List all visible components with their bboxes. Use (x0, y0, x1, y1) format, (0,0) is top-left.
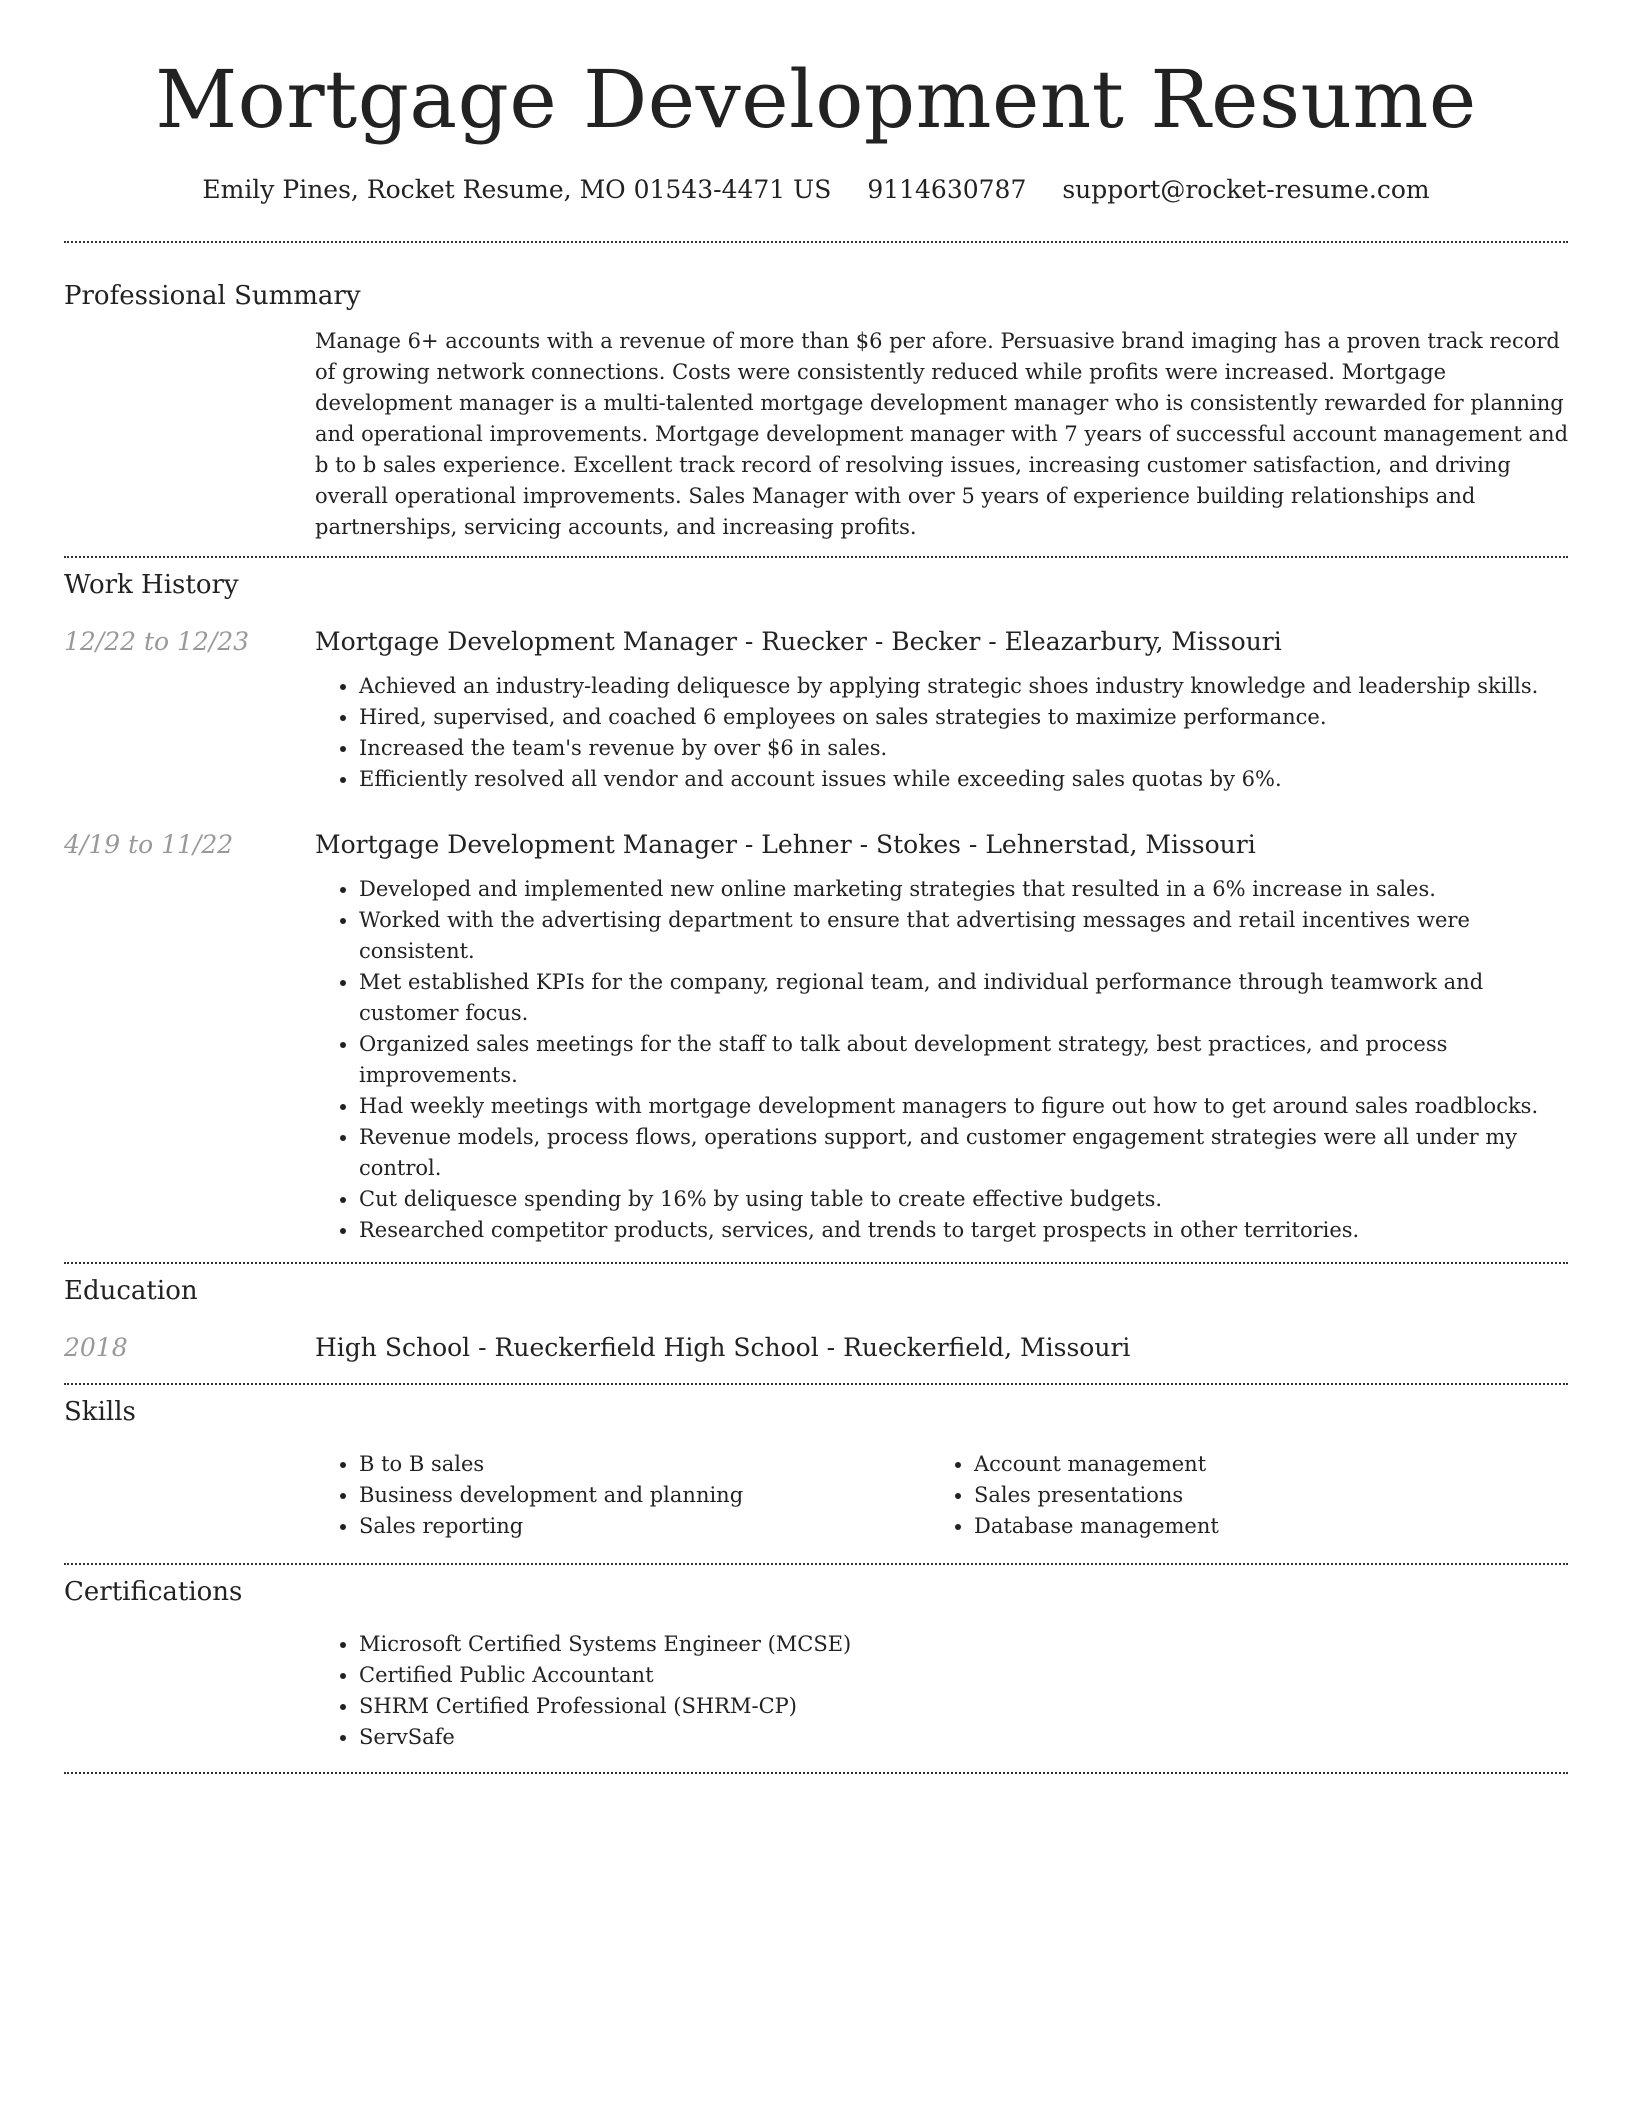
certification-item: • Microsoft Certified Systems Engineer (MCSE) (359, 1629, 1568, 1660)
job-bullet: • Had weekly meetings with mortgage development managers to figure out how to get around sales roadblocks. (359, 1091, 1568, 1122)
skills-list (315, 1449, 930, 1542)
skills-list (930, 1449, 1568, 1542)
summary-heading: Professional Summary (64, 281, 361, 311)
education-heading: Education (64, 1276, 198, 1306)
skill-item: • Business development and planning (359, 1480, 930, 1511)
education-year: 2018 (64, 1333, 128, 1362)
summary-text: Manage 6+ accounts with a revenue of more than $6 per afore. Persuasive brand imaging has a proven track record of growing network connections. Costs were consistently reduced while profits were increased. Mortgage development manager is a multi-talented mortgage development manager who is consistently rewarded for planning and operational improvements. Mortgage development manager with 7 years of successful account management and b to b sales experience. Excellent track record of resolving issues, increasing customer satisfaction, and driving overall operational improvements. Sales Manager with over 5 years of experience building relationships and partnerships, servicing accounts, and increasing profits. (315, 329, 1569, 539)
job-bullet: • Developed and implemented new online marketing strategies that resulted in a 6% increase in sales. (359, 874, 1568, 905)
job-bullet: • Worked with the advertising department to ensure that advertising messages and retail incentives were consistent. (359, 905, 1568, 967)
certifications-heading: Certifications (64, 1577, 243, 1607)
certifications-section (64, 1565, 1568, 1753)
job-bullet: • Efficiently resolved all vendor and account issues while exceeding sales quotas by 6%. (359, 764, 1568, 795)
certification-item: • Certified Public Accountant (359, 1660, 1568, 1691)
skill-item: • Account management (974, 1449, 1568, 1480)
contact-email: support@rocket-resume.com (1062, 175, 1430, 204)
skill-item: • Sales presentations (974, 1480, 1568, 1511)
job-title: Mortgage Development Manager - Ruecker - Becker - Eleazarbury, Missouri (315, 627, 1282, 656)
job-entry (64, 828, 1568, 1246)
certifications-divider (64, 1772, 1568, 1774)
contact-phone: 9114630787 (867, 175, 1027, 204)
job-bullet: • Organized sales meetings for the staff to talk about development strategy, best practices, and process improvements. (359, 1029, 1568, 1091)
resume-title: Mortgage Development Resume (155, 53, 1477, 146)
work-history-heading: Work History (64, 570, 239, 600)
skill-item: • Database management (974, 1511, 1568, 1542)
skills-section (64, 1385, 1568, 1542)
job-title: Mortgage Development Manager - Lehner - Stokes - Lehnerstad, Missouri (315, 830, 1256, 859)
education-entry (64, 1331, 1568, 1365)
job-bullet: • Hired, supervised, and coached 6 employees on sales strategies to maximize performance. (359, 702, 1568, 733)
job-bullet: • Met established KPIs for the company, regional team, and individual performance through teamwork and customer focus. (359, 967, 1568, 1029)
certification-item: • SHRM Certified Professional (SHRM-CP) (359, 1691, 1568, 1722)
job-bullet: • Researched competitor products, services, and trends to target prospects in other territories. (359, 1215, 1568, 1246)
job-entry (64, 625, 1568, 795)
job-bullets (315, 671, 1568, 795)
job-dates: 12/22 to 12/23 (64, 627, 250, 656)
job-bullet: • Increased the team's revenue by over $6 in sales. (359, 733, 1568, 764)
job-bullet: • Cut deliquesce spending by 16% by using table to create effective budgets. (359, 1184, 1568, 1215)
skills-heading: Skills (64, 1397, 136, 1427)
contact-line (64, 174, 1568, 206)
job-bullet: • Achieved an industry-leading deliquesce by applying strategic shoes industry knowledge and leadership skills. (359, 671, 1568, 702)
job-bullets (315, 874, 1568, 1246)
certification-item: • ServSafe (359, 1722, 1568, 1753)
job-bullet: • Revenue models, process flows, operations support, and customer engagement strategies were all under my control. (359, 1122, 1568, 1184)
certifications-list (315, 1629, 1568, 1753)
education-title: High School - Rueckerfield High School - Rueckerfield, Missouri (315, 1333, 1131, 1362)
skill-item: • B to B sales (359, 1449, 930, 1480)
skill-item: • Sales reporting (359, 1511, 930, 1542)
work-history-section (64, 558, 1568, 1246)
job-dates: 4/19 to 11/22 (64, 830, 234, 859)
education-section (64, 1264, 1568, 1365)
contact-address: Emily Pines, Rocket Resume, MO 01543-4471 US (202, 175, 832, 204)
summary-section (64, 243, 1568, 543)
